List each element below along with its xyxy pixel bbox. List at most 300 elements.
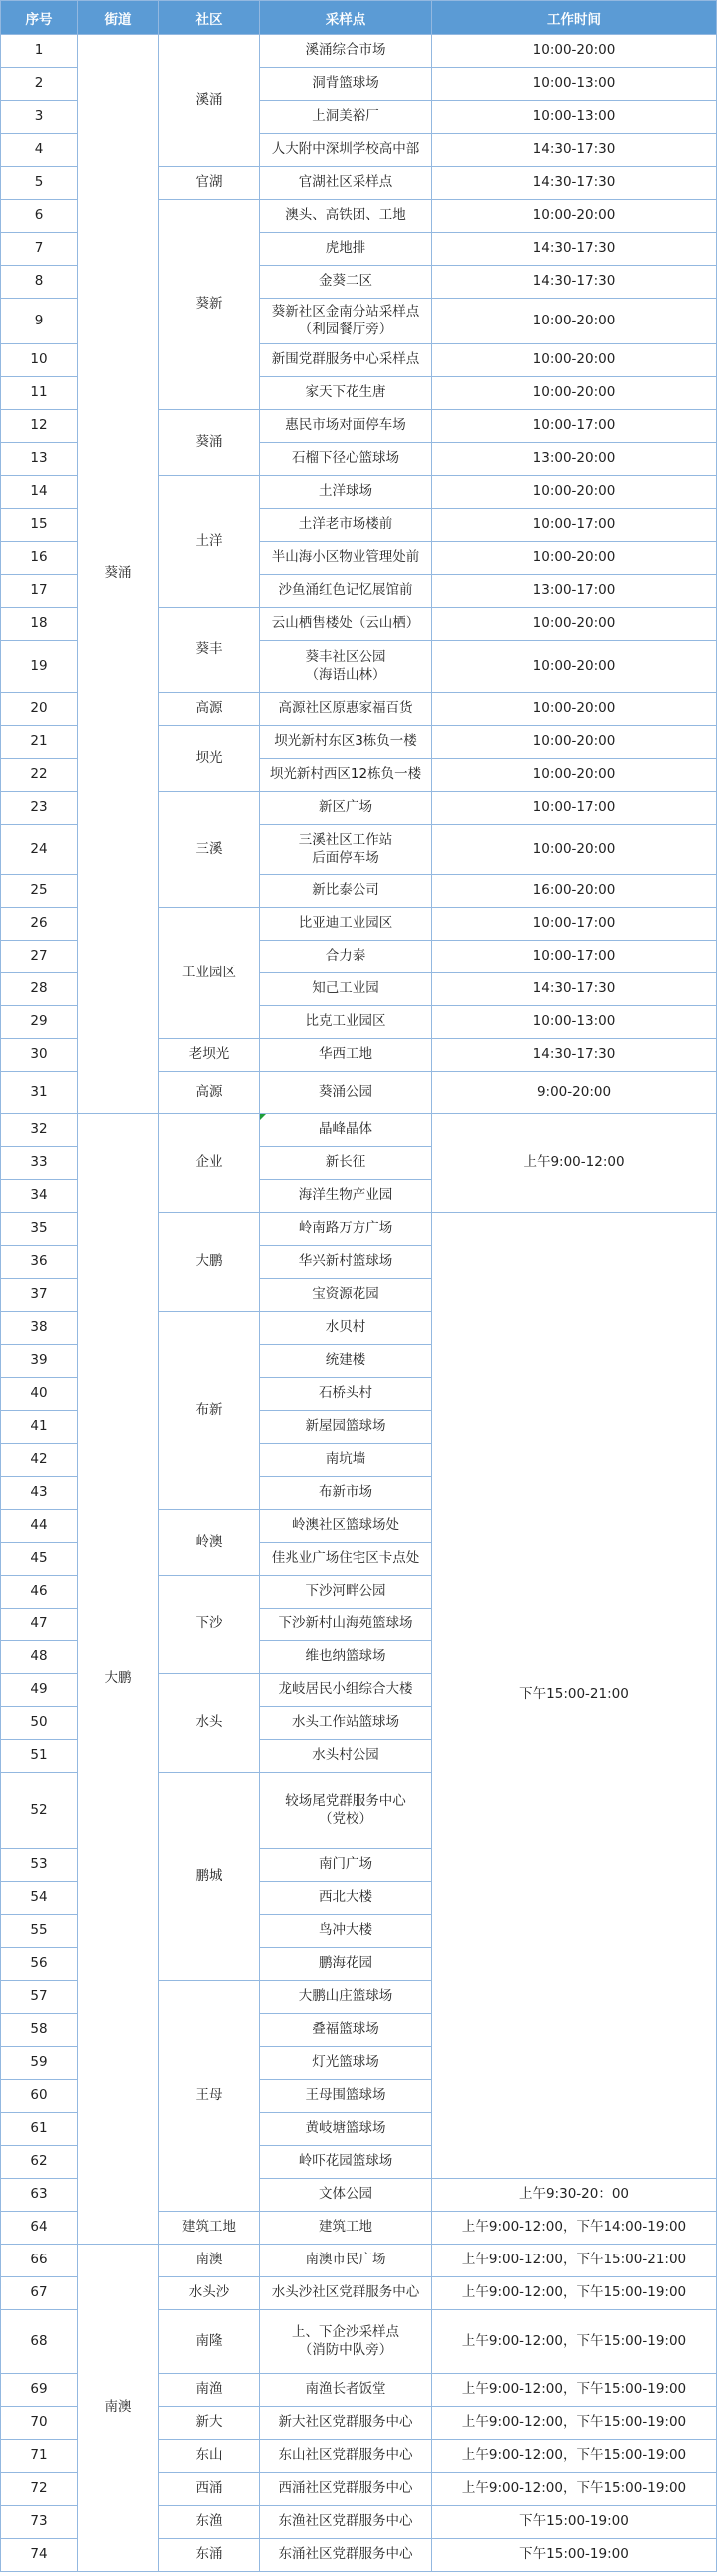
row-number-cell: 35 bbox=[1, 1213, 78, 1246]
site-cell bbox=[260, 608, 432, 641]
row-number-cell: 40 bbox=[1, 1378, 78, 1411]
community-cell: 东渔 bbox=[159, 2506, 260, 2539]
row-number-cell: 62 bbox=[1, 2146, 78, 2179]
site-name: 高源社区原惠家福百货 bbox=[278, 700, 413, 717]
site-name: 新围党群服务中心采样点 bbox=[271, 351, 420, 368]
row-number-cell: 74 bbox=[1, 2539, 78, 2572]
row-number-cell: 66 bbox=[1, 2245, 78, 2277]
community-cell: 溪涌 bbox=[159, 35, 260, 167]
row-number-cell: 71 bbox=[1, 2440, 78, 2473]
row-number-cell: 17 bbox=[1, 575, 78, 608]
site-cell bbox=[260, 476, 432, 509]
site-name: 葵新社区金南分站采样点 （利园餐厅旁） bbox=[271, 303, 420, 337]
site-name: 沙鱼涌红色记忆展馆前 bbox=[278, 582, 413, 599]
site-name: 东山社区党群服务中心 bbox=[278, 2447, 413, 2464]
site-name: 维也纳篮球场 bbox=[305, 1648, 386, 1665]
row-number-cell: 7 bbox=[1, 233, 78, 266]
time-cell: 上午9:00-12:00，下午15:00-19:00 bbox=[432, 2374, 717, 2407]
site-name: 海洋生物产业园 bbox=[298, 1187, 393, 1204]
row-number-cell: 33 bbox=[1, 1147, 78, 1180]
row-number-cell: 42 bbox=[1, 1444, 78, 1477]
site-cell bbox=[260, 1882, 432, 1915]
site-name: 坝光新村东区3栋负一楼 bbox=[274, 733, 417, 750]
site-name: 灯光篮球场 bbox=[312, 2054, 379, 2071]
site-name: 较场尾党群服务中心 （党校） bbox=[285, 1792, 406, 1827]
header-row bbox=[1, 1, 717, 35]
community-cell: 东涌 bbox=[159, 2539, 260, 2572]
table-row bbox=[1, 2245, 717, 2277]
site-name: 土洋球场 bbox=[319, 483, 372, 500]
row-number-cell: 29 bbox=[1, 1006, 78, 1039]
site-cell bbox=[260, 200, 432, 233]
site-name: 比亚迪工业园区 bbox=[298, 915, 393, 932]
site-cell bbox=[260, 792, 432, 825]
community-cell: 南澳 bbox=[159, 2245, 260, 2277]
site-name: 岭澳社区篮球场处 bbox=[292, 1517, 399, 1534]
row-number-cell: 34 bbox=[1, 1180, 78, 1213]
row-number-cell: 50 bbox=[1, 1707, 78, 1740]
community-cell: 鹏城 bbox=[159, 1773, 260, 1981]
site-cell bbox=[260, 1279, 432, 1312]
site-cell bbox=[260, 2080, 432, 2113]
site-name: 溪涌综合市场 bbox=[305, 42, 386, 59]
site-name: 云山栖售楼处（云山栖） bbox=[271, 615, 420, 632]
site-name: 葵丰社区公园 （海语山林） bbox=[305, 648, 386, 683]
time-cell: 10:00-17:00 bbox=[432, 941, 717, 973]
site-name: 石桥头村 bbox=[319, 1385, 372, 1402]
community-cell: 葵涌 bbox=[159, 410, 260, 476]
community-cell: 岭澳 bbox=[159, 1510, 260, 1576]
site-cell bbox=[260, 973, 432, 1006]
site-name: 知己工业园 bbox=[312, 980, 379, 997]
site-name: 土洋老市场楼前 bbox=[298, 516, 393, 533]
site-cell bbox=[260, 1707, 432, 1740]
site-cell bbox=[260, 443, 432, 476]
site-cell bbox=[260, 2047, 432, 2080]
time-cell: 10:00-17:00 bbox=[432, 410, 717, 443]
table-body bbox=[1, 35, 717, 2572]
site-cell bbox=[260, 1641, 432, 1674]
time-cell: 上午9:00-12:00，下午14:00-19:00 bbox=[432, 2212, 717, 2245]
time-cell: 下午15:00-19:00 bbox=[432, 2506, 717, 2539]
site-name: 黄岐塘篮球场 bbox=[305, 2120, 386, 2137]
site-name: 洞背篮球场 bbox=[312, 75, 379, 92]
site-cell bbox=[260, 344, 432, 377]
site-name: 南门广场 bbox=[319, 1856, 372, 1873]
community-cell: 南渔 bbox=[159, 2374, 260, 2407]
site-name: 南澳市民广场 bbox=[305, 2252, 386, 2268]
community-cell: 布新 bbox=[159, 1312, 260, 1510]
site-name: 南坑墙 bbox=[325, 1451, 366, 1468]
row-number-cell: 25 bbox=[1, 875, 78, 908]
site-cell bbox=[260, 1773, 432, 1849]
site-name: 叠福篮球场 bbox=[312, 2021, 379, 2038]
site-cell bbox=[260, 1981, 432, 2014]
community-cell: 官湖 bbox=[159, 167, 260, 200]
site-cell bbox=[260, 875, 432, 908]
time-cell: 13:00-20:00 bbox=[432, 443, 717, 476]
header-site: 采样点 bbox=[260, 1, 432, 35]
site-cell bbox=[260, 1411, 432, 1444]
site-name: 澳头、高铁团、工地 bbox=[285, 207, 406, 224]
community-cell: 葵丰 bbox=[159, 608, 260, 693]
time-cell: 10:00-20:00 bbox=[432, 200, 717, 233]
site-cell bbox=[260, 1609, 432, 1641]
site-name: 鸟冲大楼 bbox=[319, 1922, 372, 1939]
time-cell: 10:00-13:00 bbox=[432, 1006, 717, 1039]
site-name: 上洞美裕厂 bbox=[312, 108, 379, 125]
row-number-cell: 48 bbox=[1, 1641, 78, 1674]
site-name: 大鹏山庄篮球场 bbox=[298, 1988, 393, 2005]
row-number-cell: 19 bbox=[1, 641, 78, 693]
time-cell: 上午9:00-12:00，下午15:00-19:00 bbox=[432, 2440, 717, 2473]
site-cell bbox=[260, 575, 432, 608]
row-number-cell: 31 bbox=[1, 1072, 78, 1114]
row-number-cell: 56 bbox=[1, 1948, 78, 1981]
row-number-cell: 47 bbox=[1, 1609, 78, 1641]
row-number-cell: 45 bbox=[1, 1543, 78, 1576]
site-cell bbox=[260, 35, 432, 68]
site-cell bbox=[260, 2374, 432, 2407]
row-number-cell: 51 bbox=[1, 1740, 78, 1773]
community-cell: 工业园区 bbox=[159, 908, 260, 1039]
site-cell bbox=[260, 101, 432, 134]
row-number-cell: 72 bbox=[1, 2473, 78, 2506]
row-number-cell: 59 bbox=[1, 2047, 78, 2080]
row-number-cell: 6 bbox=[1, 200, 78, 233]
time-cell: 14:30-17:30 bbox=[432, 233, 717, 266]
site-name: 华西工地 bbox=[319, 1046, 372, 1063]
time-cell: 10:00-20:00 bbox=[432, 476, 717, 509]
site-cell bbox=[260, 1039, 432, 1072]
row-number-cell: 18 bbox=[1, 608, 78, 641]
row-number-cell: 68 bbox=[1, 2310, 78, 2374]
time-cell: 10:00-17:00 bbox=[432, 509, 717, 542]
time-cell: 10:00-20:00 bbox=[432, 759, 717, 792]
row-number-cell: 46 bbox=[1, 1576, 78, 1609]
time-cell: 下午15:00-19:00 bbox=[432, 2539, 717, 2572]
time-cell: 10:00-20:00 bbox=[432, 377, 717, 410]
time-cell: 10:00-20:00 bbox=[432, 542, 717, 575]
time-cell: 10:00-17:00 bbox=[432, 908, 717, 941]
site-name: 家天下花生唐 bbox=[305, 384, 386, 401]
row-number-cell: 20 bbox=[1, 693, 78, 726]
street-cell: 葵涌 bbox=[78, 35, 159, 1114]
time-cell: 上午9:30-20：00 bbox=[432, 2179, 717, 2212]
time-cell: 10:00-20:00 bbox=[432, 344, 717, 377]
site-name: 新屋园篮球场 bbox=[305, 1418, 386, 1435]
site-cell bbox=[260, 1740, 432, 1773]
site-cell bbox=[260, 2310, 432, 2374]
site-name: 半山海小区物业管理处前 bbox=[271, 549, 420, 566]
row-number-cell: 58 bbox=[1, 2014, 78, 2047]
site-name: 文体公园 bbox=[319, 2186, 372, 2203]
row-number-cell: 64 bbox=[1, 2212, 78, 2245]
row-number-cell: 2 bbox=[1, 68, 78, 101]
site-name: 新长征 bbox=[325, 1154, 366, 1171]
site-cell bbox=[260, 266, 432, 299]
site-cell bbox=[260, 2473, 432, 2506]
row-number-cell: 41 bbox=[1, 1411, 78, 1444]
community-cell: 坝光 bbox=[159, 726, 260, 792]
time-cell: 10:00-20:00 bbox=[432, 608, 717, 641]
time-cell: 10:00-13:00 bbox=[432, 101, 717, 134]
row-number-cell: 38 bbox=[1, 1312, 78, 1345]
community-cell: 高源 bbox=[159, 1072, 260, 1114]
row-number-cell: 49 bbox=[1, 1674, 78, 1707]
site-cell bbox=[260, 410, 432, 443]
row-number-cell: 43 bbox=[1, 1477, 78, 1510]
community-cell: 西涌 bbox=[159, 2473, 260, 2506]
community-cell: 大鹏 bbox=[159, 1213, 260, 1312]
site-cell bbox=[260, 1114, 432, 1147]
row-number-cell: 32 bbox=[1, 1114, 78, 1147]
site-cell bbox=[260, 2212, 432, 2245]
community-cell: 水头沙 bbox=[159, 2277, 260, 2310]
site-cell bbox=[260, 1180, 432, 1213]
time-cell: 14:30-17:30 bbox=[432, 973, 717, 1006]
site-cell bbox=[260, 1543, 432, 1576]
time-cell: 上午9:00-12:00，下午15:00-19:00 bbox=[432, 2473, 717, 2506]
site-name: 晶峰晶体 bbox=[319, 1121, 372, 1138]
header-time: 工作时间 bbox=[432, 1, 717, 35]
site-name: 下沙河畔公园 bbox=[305, 1583, 386, 1600]
row-number-cell: 60 bbox=[1, 2080, 78, 2113]
row-number-cell: 73 bbox=[1, 2506, 78, 2539]
row-number-cell: 67 bbox=[1, 2277, 78, 2310]
site-cell bbox=[260, 759, 432, 792]
site-cell bbox=[260, 726, 432, 759]
community-cell: 高源 bbox=[159, 693, 260, 726]
row-number-cell: 26 bbox=[1, 908, 78, 941]
site-cell bbox=[260, 1006, 432, 1039]
site-cell bbox=[260, 167, 432, 200]
site-name: 王母围篮球场 bbox=[305, 2087, 386, 2104]
row-number-cell: 4 bbox=[1, 134, 78, 167]
community-cell: 南隆 bbox=[159, 2310, 260, 2374]
site-cell bbox=[260, 134, 432, 167]
community-cell: 下沙 bbox=[159, 1576, 260, 1674]
site-name: 统建楼 bbox=[325, 1352, 366, 1369]
row-number-cell: 21 bbox=[1, 726, 78, 759]
time-cell: 上午9:00-12:00，下午15:00-19:00 bbox=[432, 2277, 717, 2310]
row-number-cell: 61 bbox=[1, 2113, 78, 2146]
site-name: 官湖社区采样点 bbox=[298, 174, 393, 191]
site-name: 下沙新村山海苑篮球场 bbox=[278, 1615, 413, 1632]
site-cell bbox=[260, 68, 432, 101]
site-name: 佳兆业广场住宅区卡点处 bbox=[271, 1550, 420, 1567]
row-number-cell: 69 bbox=[1, 2374, 78, 2407]
row-number-cell: 57 bbox=[1, 1981, 78, 2014]
community-cell: 水头 bbox=[159, 1674, 260, 1773]
community-cell: 三溪 bbox=[159, 792, 260, 908]
row-number-cell: 54 bbox=[1, 1882, 78, 1915]
community-cell: 老坝光 bbox=[159, 1039, 260, 1072]
site-cell bbox=[260, 1246, 432, 1279]
site-cell bbox=[260, 2440, 432, 2473]
site-name: 岭南路万方广场 bbox=[298, 1220, 393, 1237]
site-cell bbox=[260, 377, 432, 410]
site-cell bbox=[260, 2407, 432, 2440]
time-cell: 10:00-17:00 bbox=[432, 792, 717, 825]
site-cell bbox=[260, 1213, 432, 1246]
site-cell bbox=[260, 1915, 432, 1948]
row-number-cell: 1 bbox=[1, 35, 78, 68]
site-cell bbox=[260, 1510, 432, 1543]
time-cell: 14:30-17:30 bbox=[432, 134, 717, 167]
site-cell bbox=[260, 2506, 432, 2539]
row-number-cell: 8 bbox=[1, 266, 78, 299]
row-number-cell: 52 bbox=[1, 1773, 78, 1849]
table-header bbox=[1, 1, 717, 35]
site-name: 西涌社区党群服务中心 bbox=[278, 2480, 413, 2497]
time-cell: 16:00-20:00 bbox=[432, 875, 717, 908]
time-cell: 14:30-17:30 bbox=[432, 167, 717, 200]
row-number-cell: 3 bbox=[1, 101, 78, 134]
header-no: 序号 bbox=[1, 1, 78, 35]
time-cell: 10:00-13:00 bbox=[432, 68, 717, 101]
time-cell: 下午15:00-21:00 bbox=[432, 1213, 717, 2179]
site-name: 人大附中深圳学校高中部 bbox=[271, 141, 420, 158]
row-number-cell: 14 bbox=[1, 476, 78, 509]
site-name: 上、下企沙采样点 （消防中队旁） bbox=[292, 2323, 399, 2358]
community-cell: 企业 bbox=[159, 1114, 260, 1213]
row-number-cell: 15 bbox=[1, 509, 78, 542]
street-cell: 大鹏 bbox=[78, 1114, 159, 2245]
row-number-cell: 13 bbox=[1, 443, 78, 476]
time-cell: 9:00-20:00 bbox=[432, 1072, 717, 1114]
row-number-cell: 63 bbox=[1, 2179, 78, 2212]
site-cell bbox=[260, 299, 432, 344]
site-name: 水头村公园 bbox=[312, 1747, 379, 1764]
site-name: 虎地排 bbox=[325, 240, 366, 257]
site-name: 宝资源花园 bbox=[312, 1286, 379, 1303]
row-number-cell: 12 bbox=[1, 410, 78, 443]
site-name: 惠民市场对面停车场 bbox=[285, 417, 406, 434]
row-number-cell: 53 bbox=[1, 1849, 78, 1882]
site-cell bbox=[260, 2113, 432, 2146]
site-name: 岭吓花园篮球场 bbox=[298, 2153, 393, 2170]
site-cell bbox=[260, 1576, 432, 1609]
site-name: 龙岐居民小组综合大楼 bbox=[278, 1681, 413, 1698]
site-cell bbox=[260, 825, 432, 875]
time-cell: 10:00-20:00 bbox=[432, 641, 717, 693]
community-cell: 王母 bbox=[159, 1981, 260, 2212]
site-cell bbox=[260, 941, 432, 973]
site-cell bbox=[260, 1147, 432, 1180]
site-name: 新区广场 bbox=[319, 799, 372, 816]
community-cell: 土洋 bbox=[159, 476, 260, 608]
row-number-cell: 5 bbox=[1, 167, 78, 200]
site-cell bbox=[260, 2146, 432, 2179]
site-name: 水头沙社区党群服务中心 bbox=[271, 2284, 420, 2301]
site-cell bbox=[260, 2539, 432, 2572]
site-cell bbox=[260, 2245, 432, 2277]
table-row bbox=[1, 1114, 717, 1147]
row-number-cell: 37 bbox=[1, 1279, 78, 1312]
site-name: 比克工业园区 bbox=[305, 1013, 386, 1030]
site-name: 东渔社区党群服务中心 bbox=[278, 2513, 413, 2530]
site-name: 西北大楼 bbox=[319, 1889, 372, 1906]
site-name: 葵涌公园 bbox=[319, 1083, 372, 1100]
time-cell: 10:00-20:00 bbox=[432, 35, 717, 68]
site-name: 金葵二区 bbox=[319, 273, 372, 290]
site-name: 鹏海花园 bbox=[319, 1955, 372, 1972]
row-number-cell: 44 bbox=[1, 1510, 78, 1543]
time-cell: 上午9:00-12:00 bbox=[432, 1114, 717, 1213]
header-community: 社区 bbox=[159, 1, 260, 35]
time-cell: 10:00-20:00 bbox=[432, 693, 717, 726]
site-name: 建筑工地 bbox=[319, 2219, 372, 2236]
community-cell: 新大 bbox=[159, 2407, 260, 2440]
site-name: 合力泰 bbox=[325, 948, 366, 965]
site-name: 华兴新村篮球场 bbox=[298, 1253, 393, 1270]
row-number-cell: 9 bbox=[1, 299, 78, 344]
row-number-cell: 16 bbox=[1, 542, 78, 575]
row-number-cell: 39 bbox=[1, 1345, 78, 1378]
site-cell bbox=[260, 2277, 432, 2310]
row-number-cell: 23 bbox=[1, 792, 78, 825]
site-cell bbox=[260, 2014, 432, 2047]
site-cell bbox=[260, 1444, 432, 1477]
time-cell: 10:00-20:00 bbox=[432, 726, 717, 759]
row-number-cell: 30 bbox=[1, 1039, 78, 1072]
time-cell: 上午9:00-12:00，下午15:00-21:00 bbox=[432, 2245, 717, 2277]
time-cell: 10:00-20:00 bbox=[432, 299, 717, 344]
site-name: 南渔长者饭堂 bbox=[305, 2381, 386, 2398]
time-cell: 13:00-17:00 bbox=[432, 575, 717, 608]
site-cell bbox=[260, 908, 432, 941]
site-cell bbox=[260, 1948, 432, 1981]
site-name: 石榴下径心篮球场 bbox=[292, 450, 399, 467]
row-number-cell: 22 bbox=[1, 759, 78, 792]
site-cell bbox=[260, 1345, 432, 1378]
time-cell: 上午9:00-12:00，下午15:00-19:00 bbox=[432, 2310, 717, 2374]
comment-marker-icon bbox=[260, 1114, 266, 1120]
table-row bbox=[1, 35, 717, 68]
site-name: 新比泰公司 bbox=[312, 882, 379, 899]
site-name: 坝光新村西区12栋负一楼 bbox=[269, 766, 422, 783]
site-cell bbox=[260, 1312, 432, 1345]
row-number-cell: 36 bbox=[1, 1246, 78, 1279]
site-cell bbox=[260, 509, 432, 542]
row-number-cell: 55 bbox=[1, 1915, 78, 1948]
site-name: 东涌社区党群服务中心 bbox=[278, 2546, 413, 2563]
site-cell bbox=[260, 693, 432, 726]
site-name: 水贝村 bbox=[325, 1319, 366, 1336]
site-name: 三溪社区工作站 后面停车场 bbox=[298, 831, 393, 866]
row-number-cell: 10 bbox=[1, 344, 78, 377]
header-street: 街道 bbox=[78, 1, 159, 35]
site-name: 新大社区党群服务中心 bbox=[278, 2414, 413, 2431]
street-cell: 南澳 bbox=[78, 2245, 159, 2572]
row-number-cell: 70 bbox=[1, 2407, 78, 2440]
site-cell bbox=[260, 233, 432, 266]
time-cell: 10:00-20:00 bbox=[432, 825, 717, 875]
site-cell bbox=[260, 2179, 432, 2212]
site-name: 布新市场 bbox=[319, 1484, 372, 1501]
row-number-cell: 11 bbox=[1, 377, 78, 410]
time-cell: 14:30-17:30 bbox=[432, 1039, 717, 1072]
time-cell: 14:30-17:30 bbox=[432, 266, 717, 299]
site-name: 水头工作站篮球场 bbox=[292, 1714, 399, 1731]
community-cell: 建筑工地 bbox=[159, 2212, 260, 2245]
site-cell bbox=[260, 1849, 432, 1882]
site-cell bbox=[260, 542, 432, 575]
site-cell bbox=[260, 1674, 432, 1707]
site-cell bbox=[260, 1477, 432, 1510]
site-cell bbox=[260, 641, 432, 693]
